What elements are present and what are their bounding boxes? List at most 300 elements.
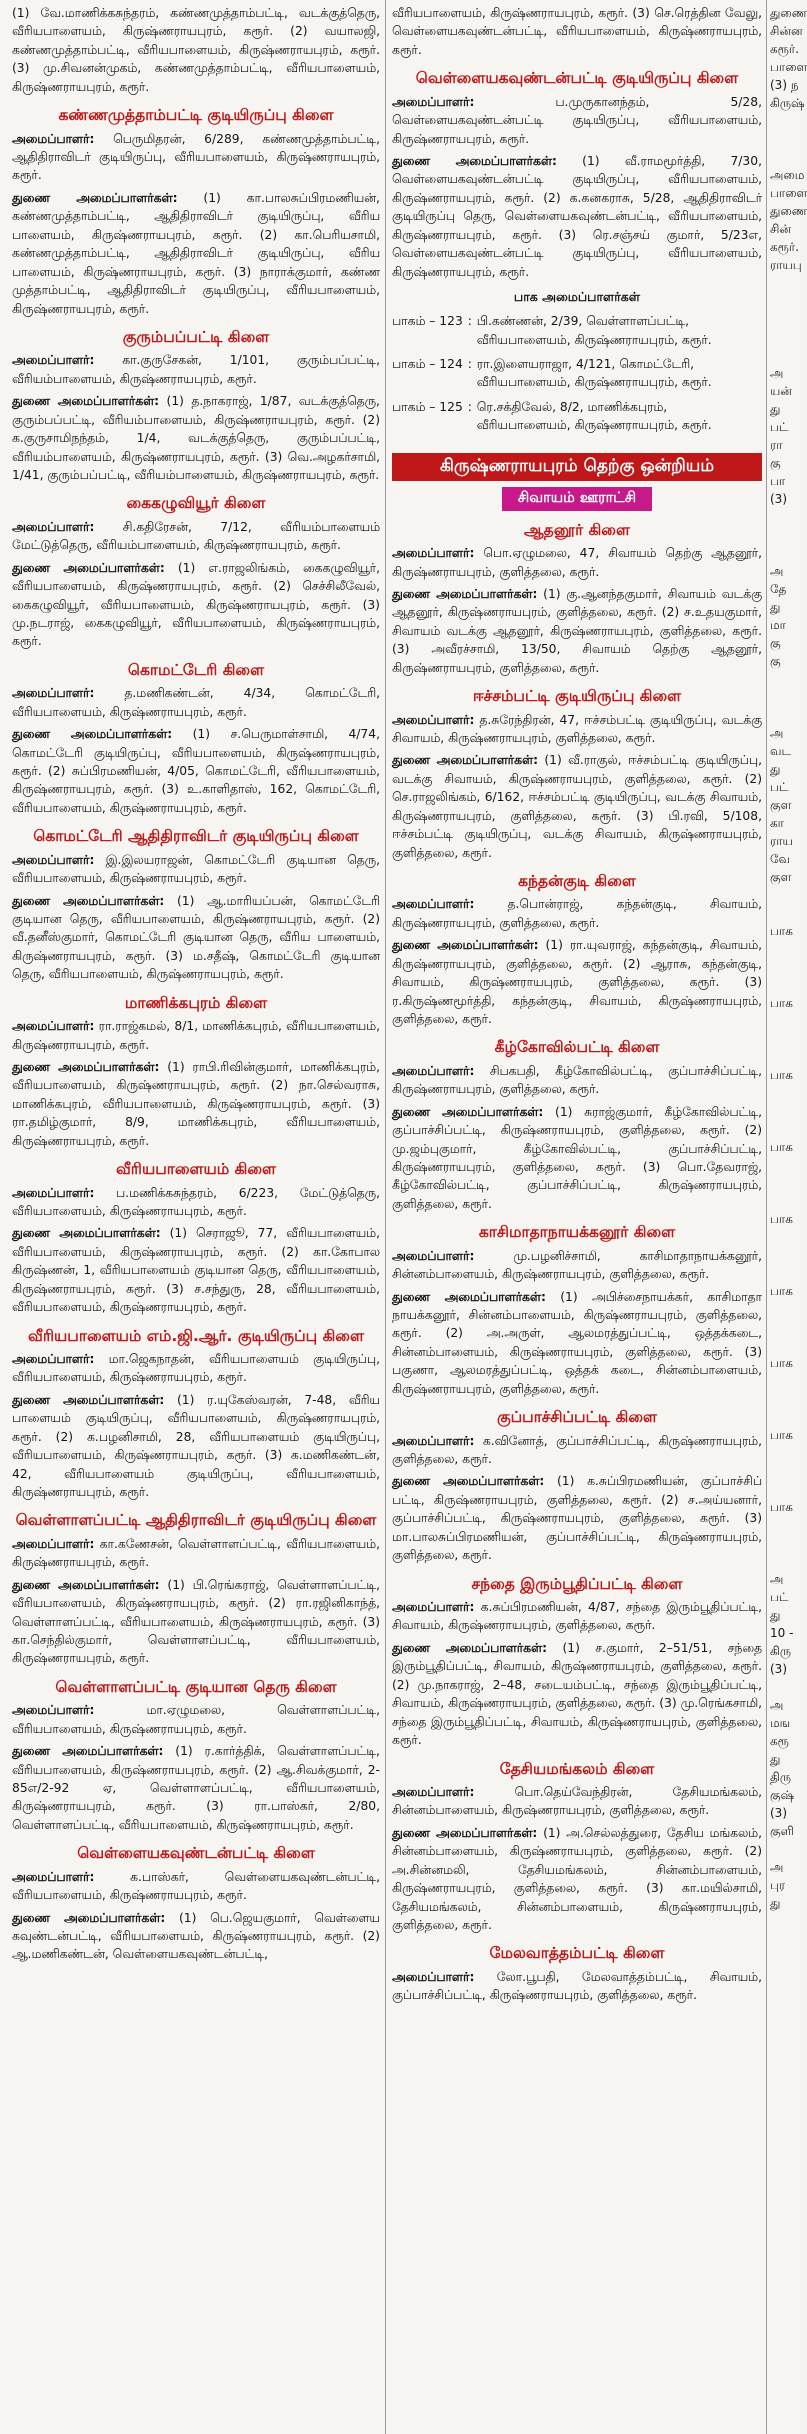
deputy-organisers-details: (1) ச.குமார், 2–51/51, சந்தை இரும்பூதிப்பட்டி, சிவாயம், கிருஷ்ணராயபுரம், குளித்தலை, கரூர். (2) மு.நாகராஜ், 2–48, சடையம்பட்டி, சந்தை இரும்பூதிப்பட்டி, சிவாயம், கிருஷ்ணராயபுரம், குளித்தலை, கரூர். (3) மு.ரெங்கசாமி, சந்தை இரும்பூதிப்பட்டி, சிவாயம், கிருஷ்ணராயபுரம், குளித்தலை, கரூர். xyxy=(392,1640,762,1748)
organiser-paragraph xyxy=(12,1701,380,1738)
organiser-role-label: அமைப்பாளர்: xyxy=(12,686,95,701)
organiser-role-label: அமைப்பாளர்: xyxy=(12,1351,95,1366)
cropped-text-fragment: து xyxy=(770,762,781,776)
branch-block xyxy=(12,1678,380,1834)
branch-block xyxy=(392,1575,762,1750)
cropped-text-fragment: வே xyxy=(770,852,791,866)
deputy-organisers-details: (1) கு.ஆனந்தகுமார், சிவாயம் வடக்கு ஆதனூர், கிருஷ்ணராயபுரம், குளித்தலை, கரூர். (2) ச.உதயகுமார், சிவாயம் வடக்கு ஆதனூர், கிருஷ்ணராயபுரம், குளித்தலை, கரூர். (3) அவீரச்சாமி, 13/50, சிவாயம் தெற்கு ஆதனூர், கிருஷ்ணராயபுரம், குளித்தலை, கரூர். xyxy=(392,586,762,675)
cropped-text-fragment xyxy=(770,148,800,166)
branch-heading: மேலவாத்தம்பட்டி கிளை xyxy=(489,1944,665,1963)
organiser-role-label: அமைப்பாளர்: xyxy=(12,1536,95,1551)
cropped-text-fragment xyxy=(770,976,800,994)
cropped-text-fragment: அ xyxy=(770,564,784,578)
deputy-organisers-paragraph xyxy=(392,152,762,281)
organiser-paragraph xyxy=(12,1868,380,1905)
cropped-text-fragment: பாக xyxy=(770,1212,793,1226)
cropped-text-fragment xyxy=(770,1156,800,1174)
organiser-details: த.பொன்ராஜ், கந்தன்குடி, சிவாயம், கிருஷ்ணராயபுரம், குளித்தலை, கரூர். xyxy=(392,897,762,930)
deputy-organisers-details: (1) அ.செல்லத்துரை, தேசிய மங்கலம், சின்னம்பாளையம், கிருஷ்ணராயபுரம், குளித்தலை, கரூர். (2) அ.சின்னமலி, தேசியமங்கலம், சின்னம்பாளையம், கிருஷ்ணராயபுரம், குளித்தலை, கரூர். (3) கா.மயில்சாமி, தேசியமங்கலம், சின்னம்பாளையம், கிருஷ்ணராயபுரம், குளித்தலை, கரூர். xyxy=(392,1825,762,1932)
branch-block xyxy=(392,872,762,1028)
deputy-organisers-paragraph xyxy=(392,1639,762,1750)
branch-block xyxy=(12,328,380,484)
column-rule xyxy=(385,0,386,2434)
cropped-text-fragment: துணை xyxy=(770,204,807,218)
part-row xyxy=(392,398,762,441)
cropped-text-fragment: கிரு xyxy=(770,1644,791,1658)
deputy-role-label: துணை அமைப்பாளர்கள்: xyxy=(12,1744,164,1759)
deputy-organisers-paragraph xyxy=(12,1576,380,1668)
organiser-details: லோ.பூபதி, மேலவாத்தம்பட்டி, சிவாயம், குப்பாச்சிப்பட்டி, கிருஷ்ணராயபுரம், குளித்தலை, கரூர். xyxy=(392,1969,762,2003)
cropped-text-fragment xyxy=(770,1264,800,1282)
deputy-organisers-paragraph xyxy=(12,189,380,318)
cropped-text-fragment: பாளை xyxy=(770,186,807,200)
cropped-text-fragment: பாக xyxy=(770,996,793,1010)
organiser-details: க.வினோத், குப்பாச்சிப்பட்டி, கிருஷ்ணராயபுரம், குளித்தலை, கரூர். xyxy=(392,1433,762,1466)
cropped-text-fragment xyxy=(770,706,800,724)
organiser-paragraph xyxy=(12,1350,380,1387)
organiser-role-label: அமைப்பாளர்: xyxy=(392,897,475,912)
organiser-role-label: அமைப்பாளர்: xyxy=(12,1869,95,1884)
deputy-organisers-paragraph xyxy=(392,1824,762,1935)
organiser-role-label: அமைப்பாளர்: xyxy=(392,712,475,727)
branch-block xyxy=(12,994,380,1150)
deputy-organisers-details: (1) வே.மாணிக்கசுந்தரம், கண்ணமுத்தாம்பட்டி, வடக்குத்தெரு, வீரியபாளையம், கிருஷ்ணராயபுரம், கரூர். (2) வயாலஜி, கண்ணமுத்தாம்பட்டி, வீரியபாளையம், கிருஷ்ணராயபுரம், கரூர். (3) மு.சிவனன்முகம், கண்ணமுத்தாம்பட்டி, வீரியபாளையம், கிருஷ்ணராயபுரம், கரூர். xyxy=(12,6,380,94)
cropped-text-fragment xyxy=(770,688,800,706)
deputy-organisers-paragraph xyxy=(12,892,380,984)
cropped-text-fragment xyxy=(770,130,800,148)
branch-heading: வெள்ளாளப்பட்டி குடியான தெரு கிளை xyxy=(55,1677,337,1696)
part-colon: : xyxy=(467,356,472,371)
organiser-details: பெருமிதரன், 6/289, கண்ணமுத்தாம்பட்டி, ஆதிதிராவிடர் குடியிருப்பு, வீரியபாளையம், கிருஷ்ணராயபுரம், கரூர். xyxy=(12,131,380,183)
branch-block xyxy=(12,106,380,318)
column-right-cropped xyxy=(770,4,807,2434)
cropped-text-fragment: து xyxy=(770,1896,781,1910)
organiser-paragraph xyxy=(392,1783,762,1820)
branch-heading: கந்தன்குடி கிளை xyxy=(518,872,636,890)
cropped-text-fragment: குளி xyxy=(770,1824,794,1838)
cropped-text-fragment xyxy=(770,1174,800,1192)
organiser-paragraph xyxy=(392,711,762,748)
deputy-role-label: துணை அமைப்பாளர்கள்: xyxy=(392,1640,548,1655)
deputy-organisers-details: (1) சுராஜ்குமார், கீழ்கோவில்பட்டி, குப்பாச்சிப்பட்டி, கிருஷ்ணராயபுரம், குளித்தலை, கரூர். (2) மு.ஜம்புகுமார், கீழ்கோவில்பட்டி, குப்பாச்சிப்பட்டி, கிருஷ்ணராயபுரம், குளித்தலை, கரூர். (3) பொ.தேவராஜ், கீழ்கோவில்பட்டி, குப்பாச்சிப்பட்டி, கிருஷ்ணராயபுரம், குளித்தலை, கரூர். xyxy=(392,1104,762,1211)
cropped-text-fragment: வட xyxy=(770,744,792,758)
deputy-organisers-details: (1) எ.ராஜலிங்கம், கைகழுவியூர், வீரியபாளையம், கிருஷ்ணராயபுரம், கரூர். (2) செச்சிலீவேல், கைகழுவியூர், வீரியபாளையம், கிருஷ்ணராயபுரம், கரூர். (3) மு.நடராஜ், கைகழுவியூர், வீரியபாளையம், கிருஷ்ணராயபுரம், கரூர். xyxy=(12,560,380,649)
cropped-text-fragment: அமை xyxy=(770,168,805,182)
part-colon: : xyxy=(467,399,472,414)
branch-block xyxy=(12,494,380,650)
panchayat-subtitle-label: சிவாயம் ஊராட்சி xyxy=(502,487,652,511)
deputy-role-label: துணை அமைப்பாளர்கள்: xyxy=(392,1104,544,1119)
organiser-details: மு.பழனிச்சாமி, காசிமாதாநாயக்கனூர், சின்னம்பாளையம், கிருஷ்ணராயபுரம், குளித்தலை, கரூர். xyxy=(392,1248,762,1282)
cropped-text-fragment xyxy=(770,1408,800,1426)
cropped-text-fragment: பாக xyxy=(770,1500,793,1514)
branch-block xyxy=(12,4,380,96)
part-organisers-table xyxy=(392,312,762,441)
organiser-role-label: அமைப்பாளர்: xyxy=(12,131,95,146)
organiser-details: க.பாஸ்கர், வெள்ளையகவுண்டன்பட்டி, வீரியபாளையம், கிருஷ்ணராயபுரம், கரூர். xyxy=(12,1869,380,1903)
cropped-text-fragment: (3) xyxy=(770,1662,787,1676)
deputy-organisers-paragraph xyxy=(392,585,762,677)
deputy-role-label: துணை அமைப்பாளர்கள்: xyxy=(392,938,539,953)
organiser-role-label: அமைப்பாளர்: xyxy=(12,519,95,534)
organiser-details: ப.முருகானந்தம், 5/28, வெள்ளையகவுண்டன்பட்டி குடியிருப்பு, வீரியபாளையம், கிருஷ்ணராயபுரம், கரூர். xyxy=(392,94,762,146)
organiser-paragraph xyxy=(12,1535,380,1572)
deputy-role-label: துணை அமைப்பாளர்கள்: xyxy=(392,1474,545,1489)
cropped-text-fragment: சின் xyxy=(770,222,792,236)
branch-heading: குரும்பப்பட்டி கிளை xyxy=(122,327,270,346)
organiser-details: பொ.தெய்வேந்திரன், தேசியமங்கலம், சின்னம்பாளையம், கிருஷ்ணராயபுரம், குளித்தலை, கரூர். xyxy=(392,1784,762,1818)
cropped-text-fragment: து xyxy=(770,1752,781,1766)
deputy-organisers-details: (1) வீ.ராகுல், ஈச்சம்பட்டி குடியிருப்பு, வடக்கு சிவாயம், கிருஷ்ணராயபுரம், குளித்தலை, கரூர். (2) செ.ராஜலிங்கம், 6/162, ஈச்சம்பட்டி குடியிருப்பு, வடக்கு சிவாயம், கிருஷ்ணராயபுரம், குளித்தலை, கரூர். (3) பி.ரவி, 5/108, ஈச்சம்பட்டி குடியிருப்பு, வடக்கு சிவாயம், கிருஷ்ணராயபுரம், குளித்தலை, கரூர். xyxy=(392,753,762,860)
branch-heading: தேசியமங்கலம் கிளை xyxy=(499,1759,655,1778)
column-rule xyxy=(766,0,767,2434)
branch-block xyxy=(12,827,380,983)
organiser-details: இ.இலயராஜன், கொமட்டேரி குடியான தெரு, வீரியபாளையம், கிருஷ்ணராயபுரம், கரூர். xyxy=(12,852,380,886)
cropped-text-fragment xyxy=(770,670,800,688)
organiser-details: மா.ஏழுமலை, வெள்ளாளப்பட்டி, வீரியபாளையம், கிருஷ்ணராயபுரம், கரூர். xyxy=(12,1703,380,1736)
cropped-text-fragment: கரூ xyxy=(770,1734,789,1748)
cropped-text-fragment: ராய xyxy=(770,834,793,848)
organiser-paragraph xyxy=(392,895,762,932)
deputy-organisers-paragraph xyxy=(12,725,380,817)
deputy-organisers-details: (1) ராபி.ரிவின்குமார், மாணிக்கபுரம், வீரியபாளையம், கிருஷ்ணராயபுரம், கரூர். (2) நா.செல்வராசு, மாணிக்கபுரம், வீரியபாளையம், கிருஷ்ணராயபுரம், கரூர். (3) ரா.தமிழ்குமார், 8/9, மாணிக்கபுரம், வீரியபாளையம், கிருஷ்ணராயபுரம், கரூர். xyxy=(12,1059,380,1148)
cropped-text-fragment: து xyxy=(770,600,781,614)
deputy-organisers-details: (1) பெ.ஜெயகுமார், வெள்ளைய கவுண்டன்பட்டி, வீரியபாளையம், கிருஷ்ணராயபுரம், கரூர். (2) ஆ.மணிகண்டன், வெள்ளையகவுண்டன்பட்டி, xyxy=(12,1910,380,1962)
deputy-organisers-details: (1) ரா.யுவராஜ், கந்தன்குடி, சிவாயம், கிருஷ்ணராயபுரம், குளித்தலை, கரூர். (2) ஆராசு, கந்தன்குடி, சிவாயம், கிருஷ்ணராயபுரம், குளித்தலை, கரூர். (3) ர.கிருஷ்ணமூர்த்தி, கந்தன்குடி, சிவாயம், கிருஷ்ணராயபுரம், குளித்தலை, கரூர். xyxy=(392,938,762,1026)
branch-block xyxy=(12,1511,380,1667)
cropped-text-fragment xyxy=(770,1480,800,1498)
deputy-organisers-details: வீரியபாளையம், கிருஷ்ணராயபுரம், கரூர். (3) செ.ரெத்தின வேலு, வெள்ளையகவுண்டன்பட்டி, வீரியபாளையம், கிருஷ்ணராயபுரம், கரூர். xyxy=(392,6,762,57)
cropped-text-fragment xyxy=(770,1192,800,1210)
branch-block xyxy=(12,661,380,817)
cropped-text-fragment: பாக xyxy=(770,1284,793,1298)
organiser-paragraph xyxy=(392,1062,762,1099)
cropped-text-fragment: குஷ் xyxy=(770,1788,795,1802)
branch-block xyxy=(12,1327,380,1502)
organiser-role-label: அமைப்பாளர்: xyxy=(12,852,95,867)
branch-heading: கீழ்கோவில்பட்டி கிளை xyxy=(494,1038,660,1057)
cropped-text-fragment: து xyxy=(770,1608,781,1622)
branch-block xyxy=(392,687,762,862)
column-left xyxy=(12,4,380,2434)
branch-heading: குப்பாச்சிப்பட்டி கிளை xyxy=(496,1408,658,1427)
organiser-details: ப.மணிக்கசுந்தரம், 6/223, மேட்டுத்தெரு, வீரியபாளையம், கிருஷ்ணராயபுரம், கரூர். xyxy=(12,1185,380,1218)
branch-heading: சந்தை இரும்பூதிப்பட்டி கிளை xyxy=(471,1574,683,1593)
branch-heading: வீரியபாளையம் கிளை xyxy=(115,1160,277,1179)
cropped-text-fragment: அ xyxy=(770,1860,784,1874)
cropped-text-fragment xyxy=(770,1840,800,1858)
cropped-text-fragment: கரூர். xyxy=(770,42,800,56)
organiser-role-label: அமைப்பாளர்: xyxy=(392,1600,475,1614)
organiser-role-label: அமைப்பாளர்: xyxy=(12,1019,95,1034)
part-row xyxy=(392,355,762,398)
deputy-role-label: துணை அமைப்பாளர்கள்: xyxy=(392,1289,546,1304)
cropped-text-fragment: பாக xyxy=(770,924,793,938)
cropped-text-fragment: ரா xyxy=(770,438,783,452)
organiser-paragraph xyxy=(12,518,380,555)
cropped-text-fragment: குள xyxy=(770,870,792,884)
organiser-details: த.மணிகண்டன், 4/34, கொமட்டேரி, வீரியபாளையம், கிருஷ்ணராயபுரம், கரூர். xyxy=(12,686,380,719)
branch-block xyxy=(392,1408,762,1564)
cropped-text-fragment xyxy=(770,1120,800,1138)
cropped-text-fragment xyxy=(770,1102,800,1120)
cropped-text-fragment: கு xyxy=(770,654,781,668)
deputy-organisers-paragraph xyxy=(12,4,380,96)
organiser-role-label: அமைப்பாளர்: xyxy=(392,1063,475,1078)
organiser-details: பொ.ஏழுமலை, 47, சிவாயம் தெற்கு ஆதனூர், கிருஷ்ணராயபுரம், குளித்தலை, கரூர். xyxy=(392,546,762,579)
cropped-text-fragment: கு xyxy=(770,636,781,650)
cropped-text-fragment xyxy=(770,112,800,130)
part-label: பாகம் – 124 xyxy=(392,356,463,371)
cropped-text-fragment xyxy=(770,328,800,346)
cropped-text-fragment: து xyxy=(770,402,781,416)
cropped-text-fragment xyxy=(770,1444,800,1462)
part-row xyxy=(392,312,762,355)
branch-block xyxy=(392,1223,762,1398)
part-label: பாகம் – 123 xyxy=(392,314,463,329)
branch-block xyxy=(392,521,762,677)
panchayat-subtitle xyxy=(392,487,762,511)
cropped-text-fragment xyxy=(770,1048,800,1066)
deputy-role-label: துணை அமைப்பாளர்கள்: xyxy=(392,1825,538,1840)
cropped-text-fragment: பட் xyxy=(770,420,789,434)
organiser-paragraph xyxy=(392,1598,762,1635)
organiser-role-label: அமைப்பாளர்: xyxy=(12,1703,95,1718)
branch-block xyxy=(12,1844,380,1964)
organiser-paragraph xyxy=(392,544,762,581)
cropped-text-fragment: பாக xyxy=(770,1356,793,1370)
branch-heading: கைகழுவியூர் கிளை xyxy=(126,494,266,513)
organiser-paragraph xyxy=(392,1432,762,1469)
branch-heading: வெள்ளையகவுண்டன்பட்டி கிளை xyxy=(77,1844,315,1863)
cropped-text-fragment xyxy=(770,1246,800,1264)
organiser-details: க.சுப்பிரமணியன், 4/87, சந்தை இரும்பூதிப்பட்டி, சிவாயம், கிருஷ்ணராயபுரம், குளித்தலை, கரூர். xyxy=(392,1600,762,1633)
cropped-text-fragment: பாக xyxy=(770,1140,793,1154)
branch-heading: ஈச்சம்பட்டி குடியிருப்பு கிளை xyxy=(472,687,682,706)
deputy-role-label: துணை அமைப்பாளர்கள்: xyxy=(12,727,173,742)
deputy-organisers-details: (1) கா.பாலசுப்பிரமணியன், கண்ணமுத்தாம்பட்டி, ஆதிதிராவிடர் குடியிருப்பு, வீரிய பாளையம், கிருஷ்ணராயபுரம், கரூர். (2) கா.பெரியசாமி, கண்ணமுத்தாம்பட்டி, ஆதிதிராவிடர் குடியிருப்பு, வீரிய பாளையம், கிருஷ்ணராயபுரம், கரூர். (3) நாராக்குமார், கண்ண முத்தாம்பட்டி, ஆதிதிராவிடர் குடியிருப்பு, வீரியபாளையம், கிருஷ்ணராயபுரம், கரூர். xyxy=(12,190,380,316)
part-label: பாகம் – 125 xyxy=(392,399,463,414)
part-organisers-heading: பாக அமைப்பாளர்கள் xyxy=(513,289,641,305)
deputy-role-label: துணை அமைப்பாளர்கள்: xyxy=(12,1392,165,1407)
branch-heading: வெள்ளையகவுண்டன்பட்டி குடியிருப்பு கிளை xyxy=(415,69,739,88)
cropped-text-fragment: கா xyxy=(770,816,784,830)
organiser-role-label: அமைப்பாளர்: xyxy=(392,1248,475,1263)
cropped-text-fragment: அ xyxy=(770,1698,784,1712)
cropped-text-fragment: பாளை xyxy=(770,60,807,74)
branch-heading: கொமட்டேரி கிளை xyxy=(127,660,265,679)
organiser-details: கா.குருசேகன், 1/101, குரும்பப்பட்டி, வீரியம்பாளையம், கிருஷ்ணராயபுரம், கரூர். xyxy=(12,353,380,386)
organiser-role-label: அமைப்பாளர்: xyxy=(12,353,95,368)
deputy-organisers-paragraph xyxy=(12,392,380,484)
deputy-role-label: துணை அமைப்பாளர்கள்: xyxy=(392,154,557,168)
deputy-organisers-paragraph xyxy=(12,559,380,651)
part-colon: : xyxy=(467,314,472,329)
cropped-text-fragment: மா xyxy=(770,618,786,632)
deputy-role-label: துணை அமைப்பாளர்கள்: xyxy=(12,1226,161,1241)
deputy-organisers-paragraph xyxy=(392,751,762,862)
cropped-text-fragment xyxy=(770,1336,800,1354)
cropped-text-fragment xyxy=(770,1318,800,1336)
deputy-organisers-paragraph xyxy=(12,1224,380,1316)
cropped-text-fragment xyxy=(770,1516,800,1534)
deputy-organisers-details: (1) ர.கார்த்திக், வெள்ளாளப்பட்டி, வீரியபாளையம், கிருஷ்ணராயபுரம், கரூர். (2) ஆ.சிவக்குமார், 2-85எ/2-92 ஏ, வெள்ளாளப்பட்டி, வீரியபாளையம், கிருஷ்ணராயபுரம், கரூர். (3) ரா.பாஸ்கர், 2/80, வெள்ளாளப்பட்டி, வீரியபாளையம், கிருஷ்ணராயபுரம், கரூர். xyxy=(12,1744,380,1832)
organiser-role-label: அமைப்பாளர்: xyxy=(12,1185,95,1200)
organiser-paragraph xyxy=(12,351,380,388)
cropped-text-fragment: அ xyxy=(770,726,784,740)
organiser-details: சிபகபதி, கீழ்கோவில்பட்டி, குப்பாச்சிப்பட்டி, கிருஷ்ணராயபுரம், குளித்தலை, கரூர். xyxy=(392,1063,762,1097)
cropped-text-fragment: சின்ன xyxy=(770,24,803,38)
organiser-details: கா.கணேசன், வெள்ளாளப்பட்டி, வீரியபாளையம், கிருஷ்ணராயபுரம், கரூர். xyxy=(12,1536,380,1570)
cropped-text-fragment xyxy=(770,1030,800,1048)
organiser-paragraph xyxy=(392,93,762,148)
cropped-text-fragment xyxy=(770,940,800,958)
deputy-role-label: துணை அமைப்பாளர்கள்: xyxy=(12,394,160,409)
organiser-details: சி.கதிரேசன், 7/12, வீரியம்பாளையம் மேட்டுத்தெரு, வீரியம்பாளையம், கிருஷ்ணராயபுரம், கரூர். xyxy=(12,519,380,553)
branch-block xyxy=(392,69,762,281)
cropped-text-fragment xyxy=(770,1462,800,1480)
deputy-organisers-details: (1) ச.பெருமாள்சாமி, 4/74, கொமட்டேரி குடியிருப்பு, வீரியபாளையம், கிருஷ்ணராயபுரம், கரூர். (2) சுப்பிரமணியன், 4/05, கொமட்டேரி, வீரியபாளையம், கிருஷ்ணராயபுரம், கரூர். (3) உ.காளிதாஸ், 162, கொமட்டேரி, வீரியபாளையம், கிருஷ்ணராயபுரம், கரூர். xyxy=(12,727,380,815)
part-organiser: ரா.இளையராஜா, 4/121, கொமட்டேரி, வீரியபாளையம், கிருஷ்ணராயபுரம், கரூர். xyxy=(476,356,712,390)
cropped-text-fragment: புர xyxy=(770,1878,786,1892)
deputy-organisers-details: (1) வீ.ராமமூர்த்தி, 7/30, வெள்ளையகவுண்டன்பட்டி குடியிருப்பு, வீரியபாளையம், கிருஷ்ணராயபுரம், கரூர். (2) க.கனகராசு, 5/28, ஆதிதிராவிடர் குடியிருப்பு தெரு, வெள்ளையகவுண்டன்பட்டி, வீரியபாளையம், கிருஷ்ணராயபுரம், கரூர். (3) ரெ.சஞ்சய் குமார், 5/23எ, வெள்ளையகவுண்டன்பட்டி குடியிருப்பு, வீரியபாளையம், கிருஷ்ணராயபுரம், கரூர். xyxy=(392,154,762,279)
cropped-text-fragment xyxy=(770,958,800,976)
cropped-text-fragment: திரு xyxy=(770,1770,791,1784)
cropped-text-fragment: யன் xyxy=(770,384,792,398)
cropped-text-fragment xyxy=(770,508,800,526)
cropped-text-fragment xyxy=(770,1390,800,1408)
deputy-organisers-paragraph xyxy=(392,1288,762,1399)
cropped-text-fragment: அ xyxy=(770,366,784,380)
branch-block xyxy=(392,1038,762,1213)
cropped-text-fragment: (3) xyxy=(770,492,787,506)
organiser-paragraph xyxy=(392,1968,762,2005)
deputy-role-label: துணை அமைப்பாளர்கள்: xyxy=(12,560,165,575)
branch-heading: ஆதனூர் கிளை xyxy=(524,520,630,539)
cropped-text-fragment: பா xyxy=(770,474,786,488)
deputy-organisers-details: (1) க.சுப்பிரமணியன், குப்பாச்சிப் பட்டி, கிருஷ்ணராயபுரம், குளித்தலை, கரூர். (2) ச.அய்யனார், குப்பாச்சிப்பட்டி, கிருஷ்ணராயபுரம், குளித்தலை, கரூர். (3) மா.பாலசுப்பிரமணியன், குப்பாச்சிப்பட்டி, கிருஷ்ணராயபுரம், குளித்தலை, கரூர். xyxy=(392,1474,762,1563)
cropped-text-fragment xyxy=(770,1084,800,1102)
cropped-text-fragment: பட் xyxy=(770,1590,789,1604)
organiser-paragraph xyxy=(392,1247,762,1284)
deputy-organisers-paragraph xyxy=(392,1103,762,1214)
cropped-text-fragment xyxy=(770,1228,800,1246)
branch-heading: மாணிக்கபுரம் கிளை xyxy=(124,993,268,1012)
cropped-text-fragment xyxy=(770,1552,800,1570)
deputy-role-label: துணை அமைப்பாளர்கள்: xyxy=(12,1910,166,1925)
cropped-text-fragment: துணை xyxy=(770,6,807,20)
cropped-text-fragment xyxy=(770,544,800,562)
organiser-role-label: அமைப்பாளர்: xyxy=(392,94,475,109)
cropped-text-fragment xyxy=(770,886,800,904)
deputy-organisers-paragraph xyxy=(392,1472,762,1564)
organiser-role-label: அமைப்பாளர்: xyxy=(392,1784,475,1799)
cropped-text-fragment xyxy=(770,346,800,364)
cropped-text-fragment xyxy=(770,1534,800,1552)
deputy-organisers-paragraph xyxy=(12,1742,380,1834)
branch-block xyxy=(392,1760,762,1935)
organiser-details: மா.ஜெகநாதன், வீரியபாளையம் குடியிருப்பு, வீரியபாளையம், கிருஷ்ணராயபுரம், கரூர். xyxy=(12,1351,380,1385)
deputy-organisers-paragraph xyxy=(392,4,762,59)
cropped-text-fragment: குள xyxy=(770,798,792,812)
part-organiser: பி.கண்ணன், 2/39, வெள்ளாளப்பட்டி, வீரியபாளையம், கிருஷ்ணராயபுரம், கரூர். xyxy=(476,314,712,347)
organiser-paragraph xyxy=(12,1184,380,1221)
deputy-role-label: துணை அமைப்பாளர்கள்: xyxy=(12,1577,160,1592)
deputy-role-label: துணை அமைப்பாளர்கள்: xyxy=(12,1059,160,1074)
branch-heading: வெள்ளாளப்பட்டி ஆதிதிராவிடர் குடியிருப்பு கிளை xyxy=(15,1511,377,1530)
cropped-text-fragment xyxy=(770,1012,800,1030)
organiser-details: ரா.ராஜ்கமல், 8/1, மாணிக்கபுரம், வீரியபாளையம், கிருஷ்ணராயபுரம், கரூர். xyxy=(12,1019,380,1052)
cropped-text-fragment: (3) xyxy=(770,1806,787,1820)
union-title-banner: கிருஷ்ணராயபுரம் தெற்கு ஒன்றியம் xyxy=(392,453,762,481)
branch-heading: கொமட்டேரி ஆதிதிராவிடர் குடியிருப்பு கிளை xyxy=(33,827,359,846)
cropped-text-fragment xyxy=(770,904,800,922)
cropped-text-fragment xyxy=(770,1372,800,1390)
deputy-organisers-paragraph xyxy=(12,1058,380,1150)
deputy-organisers-paragraph xyxy=(12,1391,380,1502)
cropped-text-fragment: பாக xyxy=(770,1068,793,1082)
organiser-role-label: அமைப்பாளர்: xyxy=(392,546,475,561)
deputy-organisers-details: (1) பி.ரெங்கராஜ், வெள்ளாளப்பட்டி, வீரியபாளையம், கிருஷ்ணராயபுரம், கரூர். (2) ரா.ரஜினிகாந்த், வெள்ளாளப்பட்டி, வீரியபாளையம், கிருஷ்ணராயபுரம், கரூர். (3) கா.செந்தில்குமார், வெள்ளாளப்பட்டி, வீரியபாளையம், கிருஷ்ணராயபுரம், கரூர். xyxy=(12,1577,380,1666)
cropped-text-fragment: கரூர். xyxy=(770,240,800,254)
cropped-text-fragment xyxy=(770,292,800,310)
cropped-text-fragment: 10 - xyxy=(770,1626,794,1640)
organiser-paragraph xyxy=(12,130,380,185)
cropped-text-fragment: பட் xyxy=(770,780,789,794)
organiser-role-label: அமைப்பாளர்: xyxy=(392,1433,475,1448)
cropped-text-fragment: கு xyxy=(770,456,781,470)
branch-block xyxy=(392,1944,762,2004)
deputy-role-label: துணை அமைப்பாளர்கள்: xyxy=(392,753,538,768)
deputy-organisers-details: (1) ஆ.மாரியப்பன், கொமட்டேரி குடியான தெரு, வீரியபாளையம், கிருஷ்ணராயபுரம், கரூர். (2) வீ.தனீஸ்குமார், கொமட்டேரி குடியான தெரு, வீரிய பாளையம், கிருஷ்ணராயபுரம், கரூர். (3) ம.சதீஷ், கொமட்டேரி குடியான தெரு, வீரியபாளையம், கிருஷ்ணராயபுரம், கரூர். xyxy=(12,893,380,982)
deputy-role-label: துணை அமைப்பாளர்கள்: xyxy=(12,893,165,908)
part-organiser: ரெ.சக்திவேல், 8/2, மாணிக்கபுரம், வீரியபாளையம், கிருஷ்ணராயபுரம், கரூர். xyxy=(476,399,712,433)
cropped-text-fragment xyxy=(770,1678,800,1696)
cropped-text-fragment: கிருஷ் xyxy=(770,96,805,110)
cropped-text-fragment xyxy=(770,526,800,544)
column-middle-branches xyxy=(392,521,762,2005)
cropped-text-fragment xyxy=(770,1300,800,1318)
cropped-text-fragment xyxy=(770,274,800,292)
organiser-details: த.சுரேந்திரன், 47, ஈச்சம்பட்டி குடியிருப்பு, வடக்கு சிவாயம், கிருஷ்ணராயபுரம், குளித்தலை, கரூர். xyxy=(392,712,762,745)
cropped-text-fragment: அ xyxy=(770,1572,784,1586)
deputy-role-label: துணை அமைப்பாளர்கள்: xyxy=(12,190,178,205)
branch-heading: காசிமாதாநாயக்கனூர் கிளை xyxy=(478,1223,676,1242)
cropped-text-fragment: பாக xyxy=(770,1428,793,1442)
organiser-paragraph xyxy=(12,1017,380,1054)
cropped-text-fragment: ராயபு xyxy=(770,258,802,272)
deputy-organisers-details: (1) த.நாகராஜ், 1/87, வடக்குத்தெரு, குரும்பப்பட்டி, வீரியம்பாளையம், கிருஷ்ணராயபுரம், கரூர். (2) க.குருசாமிநந்தம், 1/4, வடக்குத்தெரு, குரும்பப்பட்டி, வீரியம்பாளையம், கிருஷ்ணராயபுரம், கரூர். (3) வெ.அழகர்சாமி, 1/41, குரும்பப்பட்டி, வீரியம்பாளையம், கிருஷ்ணராயபுரம், கரூர். xyxy=(12,394,380,482)
column-middle xyxy=(392,4,762,2434)
organiser-paragraph xyxy=(12,851,380,888)
deputy-organisers-details: (1) ர.யுகேஸ்வரன், 7-48, வீரிய பாளையம் குடியிருப்பு, வீரியபாளையம், கிருஷ்ணராயபுரம், கரூர். (2) க.பழனிசாமி, 28, வீரியபாளையம் குடியிருப்பு, வீரியபாளையம், கிருஷ்ணராயபுரம், கரூர். (3) க.மணிகண்டன், 42, வீரியபாளையம் குடியிருப்பு, வீரியபாளையம், கிருஷ்ணராயபுரம், கரூர். xyxy=(12,1392,380,1499)
deputy-organisers-paragraph xyxy=(392,936,762,1028)
branch-heading: வீரியபாளையம் எம்.ஜி.ஆர். குடியிருப்பு கிளை xyxy=(28,1326,364,1345)
cropped-text-fragment: மங xyxy=(770,1716,791,1730)
column-middle-continued-branches xyxy=(392,4,762,281)
branch-block xyxy=(392,4,762,59)
organiser-role-label: அமைப்பாளர்: xyxy=(392,1969,475,1984)
branch-block xyxy=(12,1160,380,1316)
cropped-text-fragment: தே xyxy=(770,582,787,596)
deputy-organisers-paragraph xyxy=(12,1909,380,1964)
organiser-paragraph xyxy=(12,684,380,721)
cropped-text-fragment xyxy=(770,310,800,328)
deputy-role-label: துணை அமைப்பாளர்கள்: xyxy=(392,586,538,601)
cropped-text-fragment: (3) ந xyxy=(770,78,799,92)
deputy-organisers-details: (1) அபிச்சைநாயக்கர், காசிமாதா நாயக்கனூர், சின்னம்பாளையம், கிருஷ்ணராயபுரம், குளித்தலை, கரூர். (2) அ.அருள், ஆலமரத்துப்பட்டி, ஒத்தக்கடை, சின்னம்பாளையம், கிருஷ்ணராயபுரம், குளித்தலை, கரூர். (3) பகுணா, ஆலமரத்துப்பட்டி, ஒத்தக் கடை, சின்னம்பாளையம், கிருஷ்ணராயபுரம், குளித்தலை, கரூர். xyxy=(392,1289,762,1396)
deputy-organisers-details: (1) செராஜூ, 77, வீரியபாளையம், வீரியபாளையம், கிருஷ்ணராயபுரம், கரூர். (2) கா.கோபால கிருஷ்ணன், 1, வீரியபாளையம் குடியான தெரு, வீரியபாளையம், கிருஷ்ணராயபுரம், கரூர். (3) ச.சந்துரு, 28, வீரியபாளையம், வீரியபாளையம், கிருஷ்ணராயபுரம், கரூர். xyxy=(12,1226,380,1315)
